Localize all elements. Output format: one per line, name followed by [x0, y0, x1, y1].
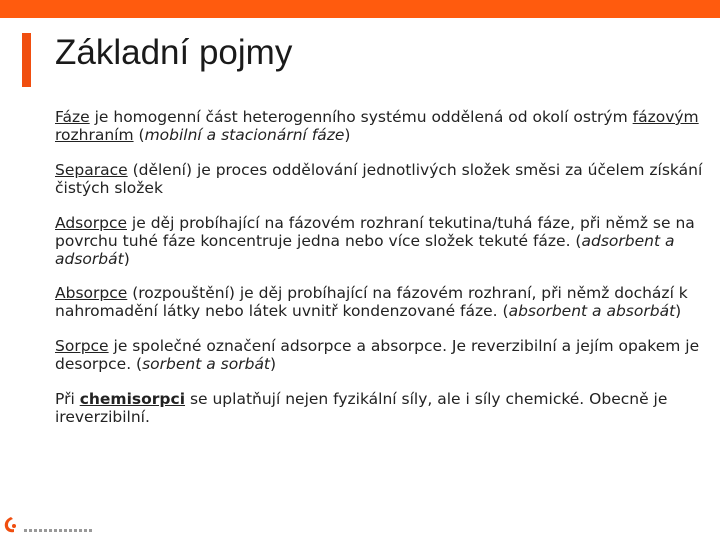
definition-italic: mobilní a stacionární fáze — [144, 126, 345, 144]
definition-text: ) — [344, 126, 351, 144]
term-adsorpce: Adsorpce — [55, 214, 127, 232]
definition-italic: sorbent a sorbát — [142, 355, 271, 373]
definition-absorpce — [55, 284, 705, 320]
term-fazove-rozhrani: fázovým rozhraním — [55, 108, 699, 144]
definition-faze — [55, 108, 705, 144]
definition-text: ) — [270, 355, 277, 373]
slide-title: Základní pojmy — [55, 33, 293, 72]
definition-text: Při — [55, 390, 80, 408]
title-accent-bar — [22, 33, 31, 87]
definition-text: (rozpouštění) je děj probíhající na fázovém rozhraní, při němž dochází k nahromadění látky nebo látek uvnitř kondenzované fáze. ( — [55, 284, 688, 320]
definition-text: je homogenní část heterogenního systému oddělená od okolí ostrým — [89, 108, 633, 126]
definition-text: je děj probíhající na fázovém rozhraní tekutina/tuhá fáze, při němž se na povrchu tuhé fáze koncentruje jedna nebo více složek tekuté fáze. ( — [55, 214, 695, 250]
term-faze: Fáze — [55, 108, 90, 126]
term-sorpce: Sorpce — [55, 337, 109, 355]
definition-separace — [55, 161, 705, 197]
top-accent-bar — [0, 0, 720, 18]
term-absorpce: Absorpce — [55, 284, 128, 302]
term-chemisorpce: chemisorpci — [79, 390, 186, 408]
definition-chemisorpce — [55, 390, 705, 426]
footer-text-decoration — [24, 529, 94, 532]
definition-adsorpce — [55, 214, 705, 268]
definition-text: ( — [133, 126, 145, 144]
term-separace: Separace — [55, 161, 128, 179]
slide-content — [55, 108, 705, 443]
definition-sorpce — [55, 337, 705, 373]
definition-text: je společné označení adsorpce a absorpce. Je reverzibilní a jejím opakem je desorpce. ( — [55, 337, 700, 373]
definition-italic: adsorbent a adsorbát — [55, 232, 675, 268]
definition-text: (dělení) je proces oddělování jednotlivých složek směsi za účelem získání čistých složek — [55, 161, 703, 197]
definition-italic: absorbent a absorbát — [508, 302, 676, 320]
university-logo-icon — [3, 516, 19, 534]
definition-text: se uplatňují nejen fyzikální síly, ale i síly chemické. Obecně je ireverzibilní. — [55, 390, 668, 426]
definition-text: ) — [675, 302, 682, 320]
definition-text: ) — [123, 250, 130, 268]
